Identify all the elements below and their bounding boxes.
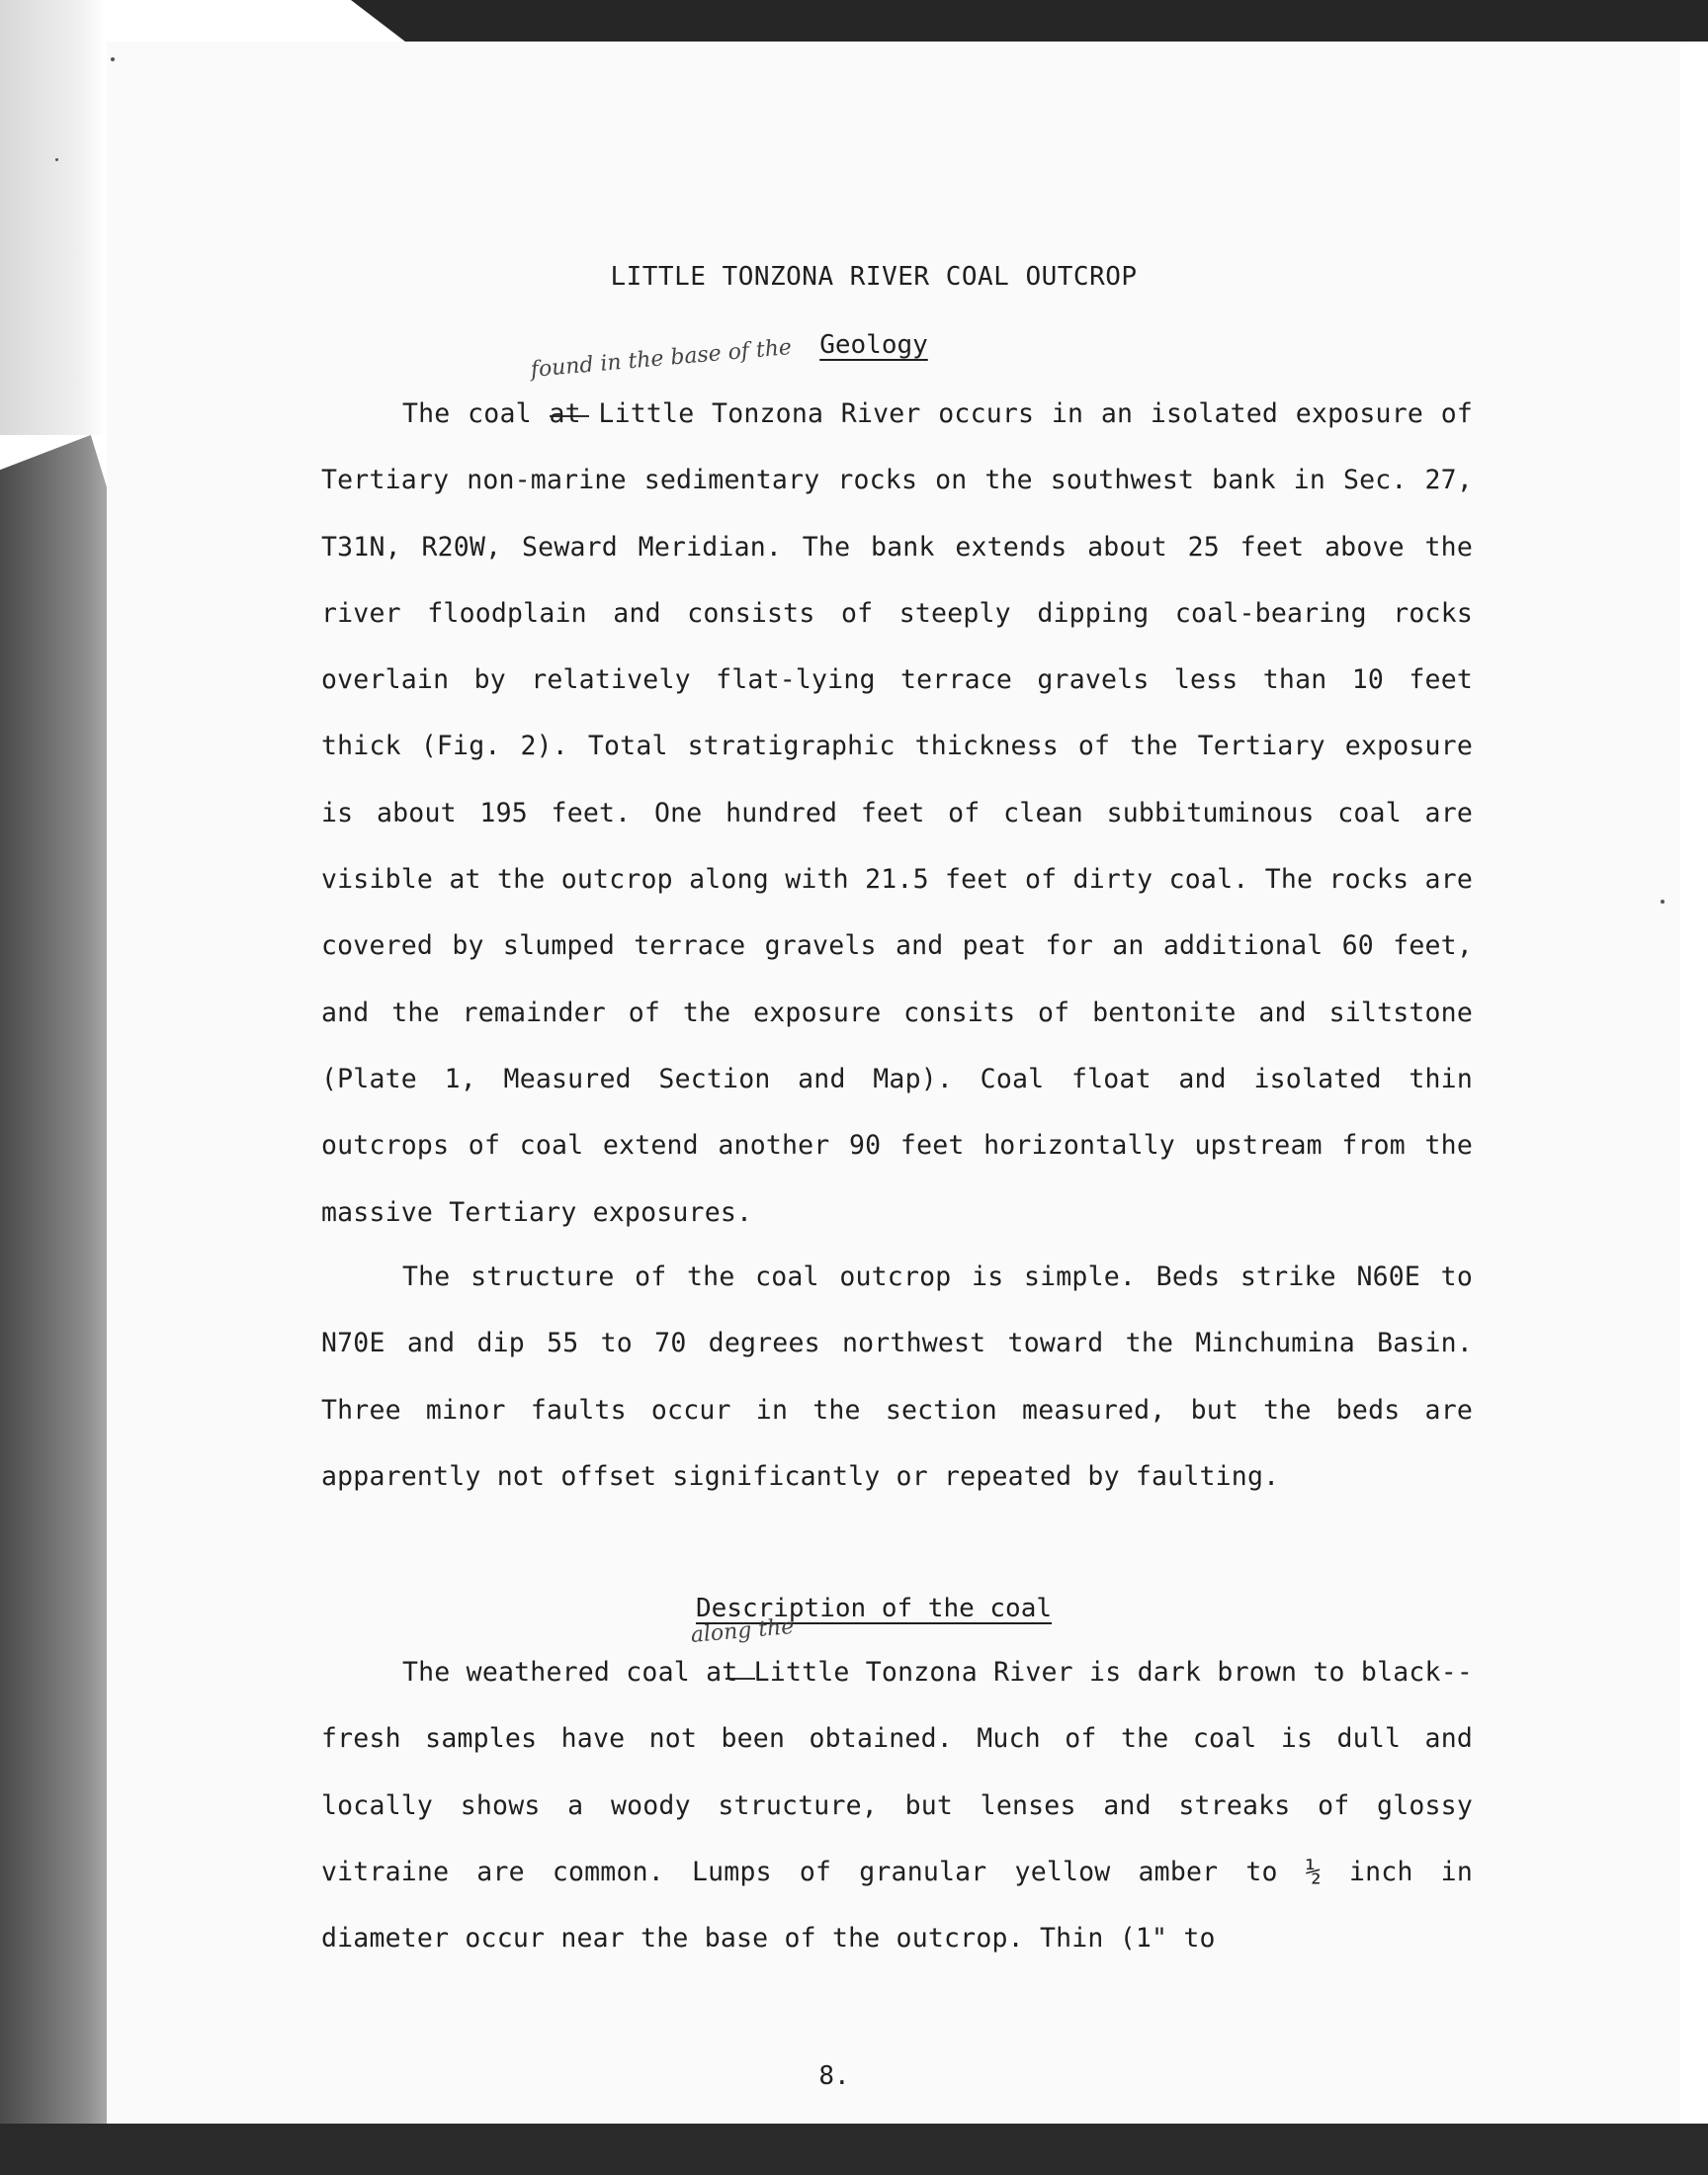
scan-speck <box>111 57 115 61</box>
handwritten-annotation: along the <box>689 1613 796 1648</box>
scan-speck <box>55 158 58 161</box>
section-heading-geology: Geology <box>819 330 928 360</box>
document-title: LITTLE TONZONA RIVER COAL OUTCROP <box>610 262 1138 292</box>
scan-speck <box>1661 900 1665 904</box>
scan-shadow-left <box>0 435 107 2175</box>
geology-paragraph-1: The coal at Little Tonzona River occurs in an isolated exposure of Tertiary non-marine sedimentary rocks on the southwest bank in Sec. 27, T31N, R20W, Seward Meridian. The bank extends about 25 feet above the river floodplain and consists of steeply dipping coal-bearing rocks overlain by relatively flat-lying terrace gravels less than 10 feet thick (Fig. 2). Total stratigraphic thickness of the Tertiary exposure is about 195 feet. One hundred feet of clean subbituminous coal are visible at the outcrop along with 21.5 feet of dirty coal. The rocks are covered by slumped terrace gravels and peat for an additional 60 feet, and the remainder of the exposure consits of bentonite and siltstone (Plate 1, Measured Section and Map). Coal float and isolated thin outcrops of coal extend another 90 feet horizontally upstream from the massive Tertiary exposures. <box>321 398 1473 1228</box>
handwritten-annotation: found in the base of the <box>529 335 793 383</box>
scan-edge-bottom <box>0 2124 1708 2175</box>
description-paragraph-1: The weathered coal at Little Tonzona River is dark brown to black--fresh samples have not been obtained. Much of the coal is dull and locally shows a woody structure, but lenses and streaks of glossy vitraine are common. Lumps of granular yellow amber to ½ inch in diameter occur near the base of the outcrop. Thin (1" to <box>321 1657 1473 1955</box>
scan-edge-top <box>351 0 1708 42</box>
geology-paragraph-2: The structure of the coal outcrop is simple. Beds strike N60E to N70E and dip 55 to 70 degrees northwest toward the Minchumina Basin. Three minor faults occur in the section measured, but the beds are apparently not offset significantly or repeated by faulting. <box>321 1262 1473 1492</box>
scan-shadow-top <box>0 0 107 435</box>
section-heading-description: Description of the coal <box>695 1594 1053 1623</box>
page-number: 8. <box>818 2061 850 2091</box>
